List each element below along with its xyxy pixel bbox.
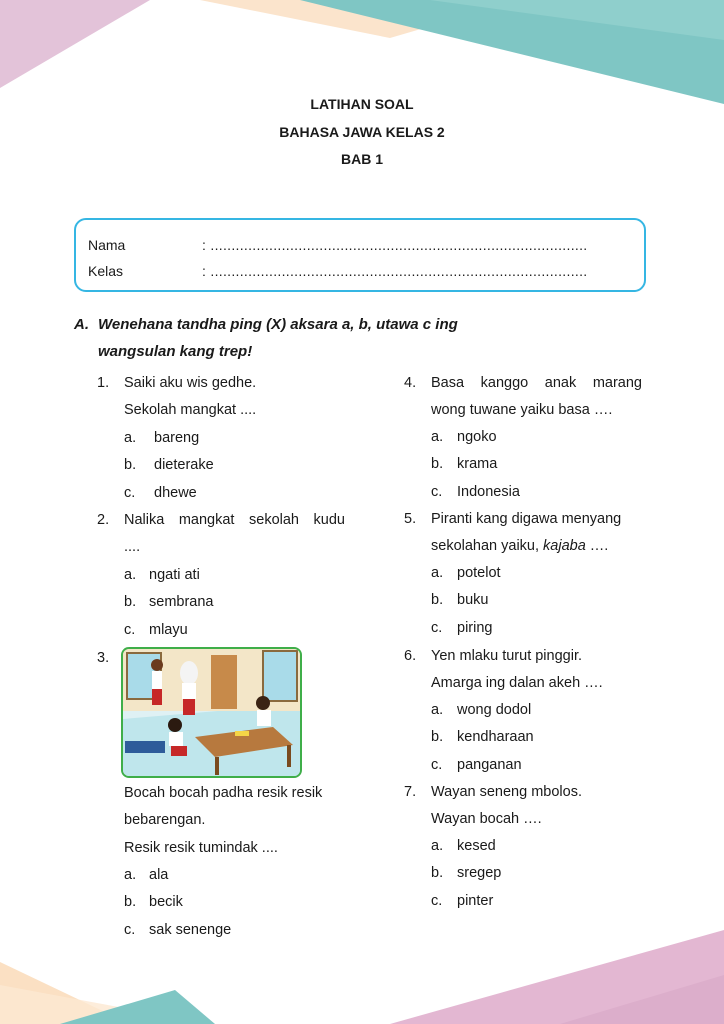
option-key[interactable]: b. [124,894,137,910]
section-instruction [74,316,458,333]
chapter-title: BAB 1 [340,151,383,167]
option-text[interactable]: dieterake [154,457,214,473]
option-key[interactable]: a. [124,430,137,446]
classroom-cleaning-illustration [121,647,302,778]
option-key[interactable]: c. [431,620,443,636]
option-key[interactable]: c. [124,922,136,938]
option-text[interactable]: krama [457,456,498,472]
question-text: Saiki aku wis gedhe. [124,375,257,391]
question-text: Amarga ing dalan akeh …. [431,675,603,691]
option-key[interactable]: a. [124,567,137,583]
question-text: Piranti kang digawa menyang [431,511,622,527]
option-text[interactable]: wong dodol [457,702,532,718]
option-key[interactable]: c. [431,893,443,909]
question-number: 7. [404,784,417,800]
option-text[interactable]: panganan [457,757,522,773]
option-text[interactable]: kendharaan [457,729,534,745]
option-key[interactable]: c. [431,484,443,500]
name-field[interactable]: : .......................................................................................... [202,237,588,253]
subject-title: BAHASA JAWA KELAS 2 [279,124,445,140]
option-key[interactable]: b. [124,594,137,610]
question-number: 1. [97,375,110,391]
question-text: Bocah bocah padha resik resik [124,785,323,801]
option-text[interactable]: potelot [457,565,501,581]
question-text: Basa kanggo anak marang [431,375,642,391]
option-key[interactable]: c. [124,485,136,501]
option-text[interactable]: piring [457,620,493,636]
option-key[interactable]: b. [431,456,444,472]
option-text[interactable]: sembrana [149,594,214,610]
option-key[interactable]: c. [431,757,443,773]
question-text: Yen mlaku turut pinggir. [431,648,583,664]
question-text: Sekolah mangkat .... [124,402,257,418]
instruction-line-1: Wenehana tandha ping (X) aksara a, b, utawa c ing [98,316,458,333]
question-text: sekolahan yaiku, kajaba …. [431,538,609,554]
question-number: 6. [404,648,417,664]
option-key[interactable]: a. [431,429,444,445]
question-text: wong tuwane yaiku basa …. [431,402,613,418]
option-key[interactable]: a. [431,702,444,718]
question-number: 5. [404,511,417,527]
option-text[interactable]: ngati ati [149,567,200,583]
option-text[interactable]: Indonesia [457,484,520,500]
section-letter: A. [74,316,89,333]
option-key[interactable]: a. [431,565,444,581]
option-text[interactable]: kesed [457,838,496,854]
option-text[interactable]: bareng [154,430,200,446]
question-number: 3. [97,650,110,666]
option-key[interactable]: b. [431,865,444,881]
question-text: bebarengan. [124,812,206,828]
option-key[interactable]: a. [124,867,137,883]
option-text[interactable]: pinter [457,893,494,909]
option-text[interactable]: becik [149,894,183,910]
instruction-line-2: wangsulan kang trep! [98,343,253,360]
option-text[interactable]: dhewe [154,485,197,501]
emphasis-word: kajaba [543,538,586,554]
option-text[interactable]: buku [457,592,489,608]
option-text[interactable]: mlayu [149,622,188,638]
option-key[interactable]: b. [431,729,444,745]
option-key[interactable]: a. [431,838,444,854]
option-text[interactable]: ala [149,867,169,883]
class-label: Kelas [88,263,124,279]
option-key[interactable]: b. [431,592,444,608]
question-text: Resik resik tumindak .... [124,840,278,856]
question-text: .... [124,539,141,555]
question-number: 2. [97,512,110,528]
question-text: Nalika mangkat sekolah kudu [124,512,345,528]
student-info-box [74,218,646,292]
option-key[interactable]: b. [124,457,137,473]
option-key[interactable]: c. [124,622,136,638]
name-label: Nama [88,237,126,253]
class-field[interactable]: : .......................................................................................... [202,263,588,279]
option-text[interactable]: sak senenge [149,922,232,938]
page-title: LATIHAN SOAL [310,96,414,112]
question-text: Wayan seneng mbolos. [431,784,582,800]
option-text[interactable]: sregep [457,865,502,881]
question-text: Wayan bocah …. [431,811,542,827]
question-number: 4. [404,375,417,391]
option-text[interactable]: ngoko [457,429,497,445]
